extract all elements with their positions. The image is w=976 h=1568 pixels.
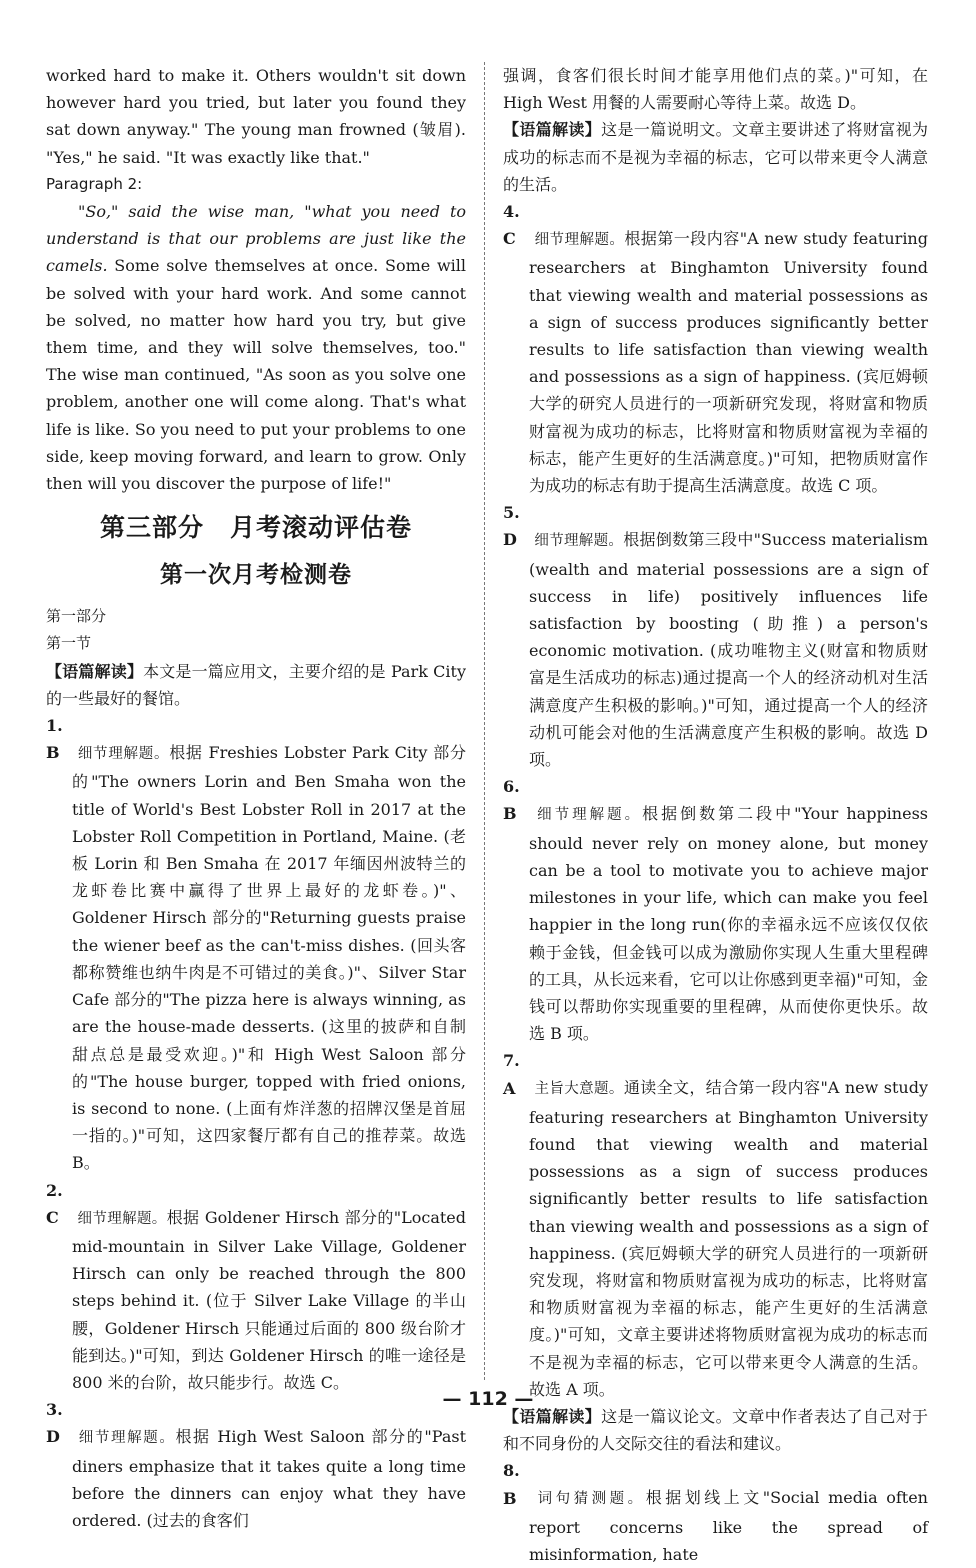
- reading-tag: 【语篇解读】: [503, 120, 602, 140]
- paragraph-2-text: Some solve themselves at once. Some will be solved with your hard work. And some cannot be solved, no matter how hard you try, but give them time, and they will solve themselves, too." The wise man continued, "As soon as you solve one problem, another one will come along. That's what life is like. So you need to put your problems to one side, keep moving forward, and learn to grow. Only then will you discover the purpose of life!": [46, 256, 466, 494]
- answer-item: [46, 712, 466, 1176]
- paragraph-2-italic-text: "So," said the wise man, "what you need to understand is that our problems are just like the camels.: [46, 202, 466, 276]
- question-type: 细节理解题。: [77, 746, 170, 763]
- answer-explanation: 根据 Goldener Hirsch 部分的"Located mid-mountain in Silver Lake Village, Goldener Hirsch can only be reached through the 800 steps behind it. (位于 Silver Lake Village 的半山腰，Goldener Hirsch 只能通过后面的 800 级台阶才能到达。)"可知，到达 Goldener Hirsch 的唯一途径是 800 米的台阶，故只能步行。故选 C。: [72, 1207, 467, 1392]
- exam-title: 第一次月考检测卷: [160, 562, 352, 589]
- answer-explanation: 根据划线上文"Social media often report concerns like the spread of misinformation, hate: [529, 1488, 928, 1564]
- answer-explanation: 根据 Freshies Lobster Park City 部分的"The owners Lorin and Ben Smaha won the title of World's Best Lobster Roll in 2017 at the Lobster Roll Competition in Portland, Maine. (老板 Lorin 和 Ben Smaha 在 2017 年缅因州波特兰的龙虾卷比赛中赢得了世界上最好的龙虾卷。)"、Goldener Hirsch 部分的"Returning guests praise the wiener beef as the can't-miss dishes. (回头客都称赞维也纳牛肉是不可错过的美食。)"、Silver Star Cafe 部分的"The pizza here is always winning, as are the house-made desserts. (这里的披萨和自制甜点总是最受欢迎。)"和 High West Saloon 部分的"The house burger, topped with fried onions, is second to none. (上面有炸洋葱的招牌汉堡是首屈一指的。)"可知，这四家餐厅都有自己的推荐菜。故选 B。: [72, 743, 467, 1173]
- answer-explanation: 根据 High West Saloon 部分的"Past diners emphasize that it takes quite a long time before the dinners can enjoy what they have ordered. (过去的食客们: [72, 1427, 466, 1530]
- answer-item: [503, 499, 928, 773]
- reading-summary: [503, 1403, 928, 1457]
- question-type: 细节理解题。: [78, 1430, 176, 1447]
- reading-summary: [46, 658, 466, 712]
- column-divider: [484, 62, 485, 1380]
- answer-explanation: 根据第一段内容"A new study featuring researchers at Binghamton University found that viewing wealth and material possessions as a sign of success produces significantly better results to life satisfaction than viewing wealth and possessions as a sign of happiness. (宾厄姆顿大学的研究人员进行的一项新研究发现，将财富和物质财富视为成功的标志，比将财富和物质财富视为幸福的标志，能产生更好的生活满意度。)"可知，把物质财富作为成功的标志有助于提高生活满意度。故选 C 项。: [529, 229, 928, 496]
- answer-explanation: 根据倒数第二段中"Your happiness should never rely on money alone, but money can be a tool to motivate you to achieve major milestones in your life, which can make you feel happier in the long run(你的幸福永远不应该仅仅依赖于金钱，但金钱可以成为激励你实现人生重大里程碑的工具，从长远来看，它可以让你感到更幸福)"可知，金钱可以帮助你实现重要的里程碑，从而使你更快乐。故选 B 项。: [529, 804, 928, 1044]
- answer-item: [503, 1047, 928, 1403]
- reading-tag: 【语篇解读】: [503, 1406, 602, 1426]
- question-type: 细节理解题。: [534, 533, 624, 550]
- answer-number: 2. C: [46, 1180, 63, 1227]
- reading-summary-text: 这是一篇议论文。文章中作者表达了自己对于和不同身份的人交际交往的看法和建议。: [503, 1406, 928, 1454]
- answer-number: 4. C: [503, 202, 520, 249]
- answer-explanation: 根据倒数第三段中"Success materialism (wealth and material possessions are a sign of success in life) positively influences life satisfaction by boosting (助推) a person's economic motivation. (成功唯物主义(财富和物质财富是生活成功的标志)通过提高一个人的经济动机对生活满意度产生积极的影响。)"可知，通过提高一个人的经济动机可能会对他的生活满意度产生积极的影响。故选 D 项。: [529, 530, 928, 770]
- part-label: 第一部分: [46, 607, 107, 626]
- right-column: [503, 62, 928, 1568]
- story-paragraph-2: [46, 198, 466, 497]
- answer-item: [503, 773, 928, 1047]
- question-type: 词句猜测题。: [537, 1491, 646, 1508]
- answer-continuation: 强调，食客们很长时间才能享用他们点的菜。)"可知，在 High West 用餐的人需要耐心等待上菜。故选 D。: [503, 66, 928, 113]
- question-type: 细节理解题。: [77, 1210, 167, 1227]
- section-label: 第一节: [46, 634, 92, 653]
- left-column: [46, 62, 466, 1534]
- answer-number: 3. D: [46, 1400, 63, 1447]
- answer-item: [503, 198, 928, 499]
- question-type: 细节理解题。: [537, 807, 643, 824]
- reading-tag: 【语篇解读】: [46, 661, 144, 681]
- answer-item: [503, 1457, 928, 1568]
- answer-explanation: 通读全文，结合第一段内容"A new study featuring researchers at Binghamton University found that viewing wealth and material possessions as a sign of success produces significantly better results to life satisfaction than viewing wealth and possessions as a sign of happiness. (宾厄姆顿大学的研究人员进行的一项新研究发现，将财富和物质财富视为成功的标志，比将财富和物质财富视为幸福的标志，能产生更好的生活满意度。)"可知，文章主要讲述将物质财富视为成功的标志而不是视为幸福的标志，它可以带来更令人满意的生活。故选 A 项。: [529, 1078, 929, 1399]
- answer-item: [46, 1396, 466, 1534]
- answer-number: 5. D: [503, 503, 520, 550]
- answer-number: 6. B: [503, 777, 520, 824]
- answer-number: 1. B: [46, 716, 63, 763]
- answer-number: 8. B: [503, 1461, 520, 1508]
- reading-summary: [503, 116, 928, 198]
- reading-summary-text: 本文是一篇应用文，主要介绍的是 Park City 的一些最好的餐馆。: [46, 661, 466, 708]
- section-title: 第三部分 月考滚动评估卷: [99, 513, 412, 543]
- story-intro-paragraph: worked hard to make it. Others wouldn't sit down however hard you tried, but later you found they sat down anyway." The young man frowned (皱眉). "Yes," he said. "It was exactly like that.": [46, 66, 466, 167]
- reading-summary-text: 这是一篇说明文。文章主要讲述了将财富视为成功的标志而不是视为幸福的标志，它可以带来更令人满意的生活。: [503, 120, 928, 194]
- answer-item: [46, 1177, 466, 1397]
- question-type: 主旨大意题。: [534, 1081, 624, 1098]
- answer-number: 7. A: [503, 1051, 520, 1098]
- question-type: 细节理解题。: [534, 232, 625, 249]
- page-number: — 112 —: [442, 1388, 534, 1410]
- paragraph-2-label: Paragraph 2:: [46, 174, 143, 193]
